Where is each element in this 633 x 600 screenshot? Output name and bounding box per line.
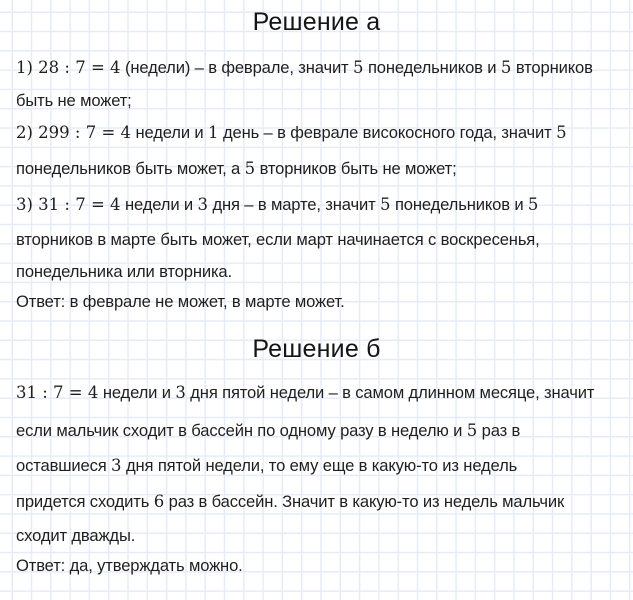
solution-text-line <box>16 382 594 404</box>
text-segment: если мальчик сходит в бассейн по одному разу в неделю и <box>16 421 467 440</box>
text-segment: раз в бассейн. Значит в какую-то из недель мальчик <box>164 492 565 511</box>
text-segment: день – в феврале високосного года, значит <box>218 123 557 142</box>
math-expression: 3 <box>175 383 186 402</box>
solution-b-heading: Решение б <box>252 335 381 363</box>
text-segment: дня – в марте, значит <box>208 195 380 214</box>
math-expression: 2) 299 : 7 = 4 <box>16 123 132 142</box>
solution-text-line <box>16 229 540 251</box>
solution-text-line <box>16 57 593 79</box>
text-segment: сходит дважды. <box>16 526 136 545</box>
solution-text-line <box>16 90 132 112</box>
solution-a-heading: Решение а <box>252 8 381 36</box>
math-expression: 6 <box>153 492 165 511</box>
math-expression: 1 <box>208 123 219 142</box>
text-segment: недели и <box>98 383 176 402</box>
text-segment: придется сходить <box>16 492 154 511</box>
text-segment: понедельника или вторника. <box>16 262 232 281</box>
solution-text-line <box>16 194 538 216</box>
math-expression: 5 <box>466 421 478 440</box>
text-segment: Ответ: в феврале не может, в марте может. <box>16 292 345 311</box>
math-expression: 5 <box>527 195 539 214</box>
solution-text-line <box>16 122 567 144</box>
math-expression: 1) 28 : 7 = 4 <box>16 58 121 77</box>
text-segment: дня пятой недели, то ему еще в какую-то из недель <box>121 456 518 475</box>
text-segment: дня пятой недели – в самом длинном месяце, значит <box>185 383 595 402</box>
answer-line <box>16 291 345 313</box>
text-segment: вторников в марте быть может, если март начинается с воскресенья, <box>16 230 540 249</box>
text-segment: (недели) – в феврале, значит <box>120 58 353 77</box>
text-segment: оставшиеся <box>16 456 112 475</box>
solution-text-line <box>16 491 564 513</box>
text-segment: вторников быть не может; <box>255 159 457 178</box>
math-expression: 5 <box>352 58 364 77</box>
solution-text-line <box>16 158 457 180</box>
math-expression: 3) 31 : 7 = 4 <box>16 195 121 214</box>
math-expression: 5 <box>556 123 567 142</box>
math-expression: 5 <box>500 58 512 77</box>
solution-text-line <box>16 261 232 283</box>
math-expression: 31 : 7 = 4 <box>16 383 99 402</box>
text-segment: быть не может; <box>16 91 132 110</box>
text-segment: понедельников и <box>390 195 528 214</box>
math-expression: 5 <box>244 159 256 178</box>
text-segment: недели и <box>131 123 208 142</box>
solution-text-line <box>16 455 517 477</box>
text-segment: раз в <box>477 421 521 440</box>
math-expression: 3 <box>111 456 122 475</box>
solution-text-line <box>16 420 520 442</box>
text-segment: понедельников и <box>363 58 501 77</box>
text-segment: понедельников быть может, а <box>16 159 245 178</box>
math-expression: 5 <box>380 195 391 214</box>
answer-line <box>16 555 243 577</box>
solution-text-line <box>16 525 135 547</box>
text-segment: недели и <box>120 195 198 214</box>
math-expression: 3 <box>197 195 208 214</box>
text-segment: Ответ: да, утверждать можно. <box>16 556 243 575</box>
text-segment: вторников <box>511 58 593 77</box>
